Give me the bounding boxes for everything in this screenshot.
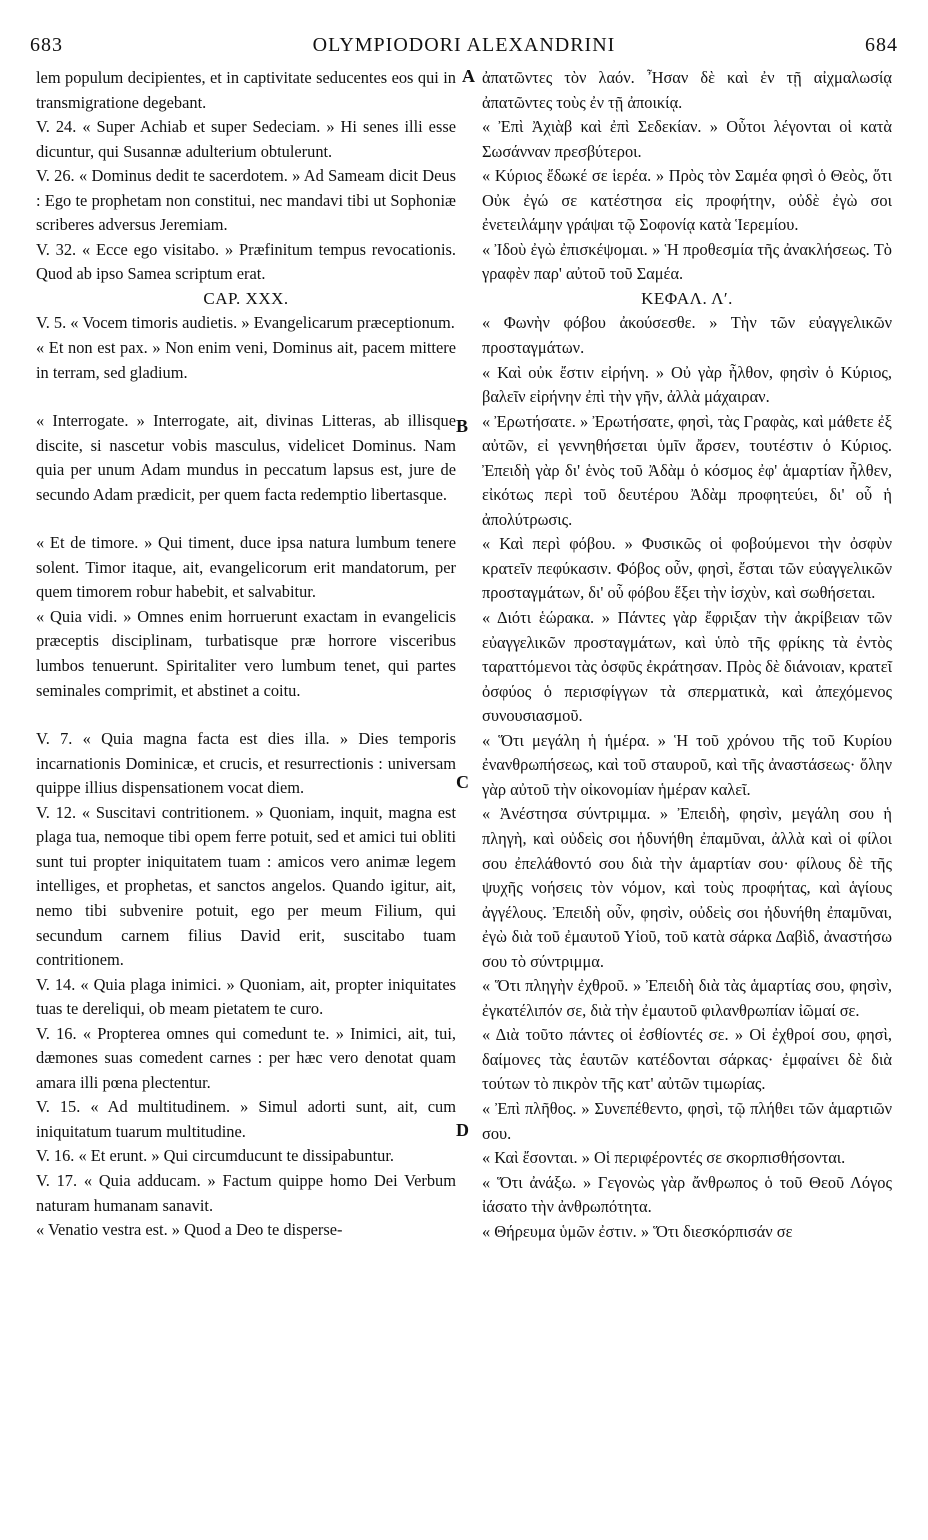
greek-paragraph: « Καὶ ἔσονται. » Οἱ περιφέροντές σε σκορπισθήσονται.: [482, 1148, 846, 1168]
latin-paragraph: V. 32. « Ecce ego visitabo. » Præfinitum tempus revocationis. Quod ab ipso Samea scriptum erat.: [36, 239, 456, 284]
latin-paragraph: V. 5. « Vocem timoris audietis. » Evangelicarum præceptionum.: [36, 313, 455, 333]
greek-paragraph: « Φωνὴν φόβου ἀκούσεσθε. » Τὴν τῶν εὐαγγελικῶν προσταγμάτων.: [482, 313, 892, 358]
greek-paragraph: « Διὰ τοῦτο πάντες οἱ ἐσθίοντές σε. » Οἱ ἐχθροί σου, φησὶ, δαίμονες τὰς ἑαυτῶν κατέδονται σάρκας· ἐμφαίνει δὲ διὰ τούτων τὸ πικρὸν τῆς κατ' αὐτῶν τιμωρίας.: [482, 1025, 892, 1094]
greek-paragraph: « Ὅτι πληγὴν ἐχθροῦ. » Ἐπειδὴ διὰ τὰς ἁμαρτίας σου, φησὶν, ἐγκατέλιπόν σε, διὰ τὴν ἐμαυτοῦ φιλανθρωπίαν ἰῶμαί σε.: [482, 976, 892, 1020]
left-page-number: 683: [30, 33, 63, 56]
latin-paragraph: « Et de timore. » Qui timent, duce ipsa natura lumbum tenere solent. Timor itaque, ait, evangelicorum erit mandatorum, per quem timorem robur habebit, et salvabitur.: [36, 533, 456, 602]
greek-paragraph: « Ἐπὶ πλῆθος. » Συνεπέθεντο, φησὶ, τῷ πλήθει τῶν ἁμαρτιῶν σου.: [482, 1098, 892, 1143]
latin-paragraph: V. 16. « Et erunt. » Qui circumducunt te dissipabuntur.: [36, 1146, 394, 1166]
latin-chapter-heading: CAP. XXX.: [203, 288, 289, 308]
greek-paragraph: « Ἐρωτήσατε. » Ἐρωτήσατε, φησὶ, τὰς Γραφὰς, καὶ μάθετε ἐξ αὐτῶν, εἰ γεννηθήσεται ὑμῖν ἄρσεν, τουτέστιν ὁ Κύριος. Ἐπειδὴ γὰρ δι' ἑνὸς τοῦ Ἀδὰμ ὁ κόσμος ἐφ' ἁμαρτίαν ἦλθεν, εἰκότως περὶ τοῦ δευτέρου Ἀδὰμ προφητεύει, δι' οὗ ἡ ἀπολύτρωσις.: [482, 411, 892, 529]
latin-paragraph: « Et non est pax. » Non enim veni, Dominus ait, pacem mittere in terram, sed gladium.: [36, 338, 456, 382]
greek-paragraph: « Κύριος ἔδωκέ σε ἱερέα. » Πρὸς τὸν Σαμέα φησὶ ὁ Θεὸς, ὅτι Οὐκ ἐγώ σε κατέστησα εἰς προφήτην, οὐδὲ ἐγὼ σοι ἐνετειλάμην γράψαι τῷ Σοφονίᾳ κατὰ Ἱερεμίου.: [482, 166, 892, 235]
margin-marker-b: B: [456, 416, 469, 436]
latin-paragraph: « Interrogate. » Interrogate, ait, divinas Litteras, ab illisque discite, si nascetur vobis masculus, videlicet Dominus. Nam quia per unum Adam mundus in peccatum lapsus est, jure de secundo Adam prædicit, per quem facta redemptio libertasque.: [36, 411, 456, 504]
latin-column: [36, 66, 456, 1243]
margin-marker-d: D: [456, 1120, 469, 1140]
margin-marker-a: A: [462, 66, 475, 86]
latin-paragraph: V. 12. « Suscitavi contritionem. » Quoniam, inquit, magna est plaga tua, nemoque tibi opem ferre potuit, sed et amici tui obliti sunt tui propter iniquitatem tuam : amicos vero animæ legem intelliges, et prophetas, et sanctos angelos. Quando igitur, ait, nemo tibi subvenire potuit, ego per meum Filium, qui secundum carnem filius David erit, suscitabo tuam contritionem.: [36, 802, 456, 970]
latin-paragraph: V. 15. « Ad multitudinem. » Simul adorti sunt, ait, cum iniquitatum tuarum multitudine.: [36, 1097, 456, 1141]
greek-column: [482, 66, 892, 1244]
latin-paragraph: V. 16. « Propterea omnes qui comedunt te. » Inimici, ait, tui, dæmones suas comedent carnes : per hæc vero denotat quam amara illi pœna plectentur.: [36, 1023, 456, 1092]
greek-paragraph: ἀπατῶντες τὸν λαόν. Ἦσαν δὲ καὶ ἐν τῇ αἰχμαλωσίᾳ ἀπατῶντες τοὺς ἐν τῇ ἀποικίᾳ.: [482, 68, 892, 112]
latin-paragraph: V. 7. « Quia magna facta est dies illa. » Dies temporis incarnationis Dominicæ, et crucis, et resurrectionis : universam quippe illius dispensationem vocat diem.: [36, 729, 456, 798]
spacer: [36, 385, 456, 409]
latin-paragraph: « Quia vidi. » Omnes enim horruerunt exactam in evangelicis præceptis disciplinam, turbatisque præ horrore visceribus lumbos tenuerunt. Spiritaliter vero lumbum tenet, qui partes seminales comprimit, et abstinet a coitu.: [36, 606, 456, 700]
latin-paragraph: V. 17. « Quia adducam. » Factum quippe homo Dei Verbum naturam humanam sanavit.: [36, 1170, 456, 1215]
running-title: OLYMPIODORI ALEXANDRINI: [312, 33, 616, 56]
margin-marker-c: C: [456, 772, 469, 792]
latin-paragraph: V. 14. « Quia plaga inimici. » Quoniam, ait, propter iniquitates tuas te dereliqui, ob meam pietatem te curo.: [36, 974, 456, 1019]
latin-paragraph: « Venatio vestra est. » Quod a Deo te disperse-: [36, 1220, 343, 1240]
latin-paragraph: V. 24. « Super Achiab et super Sedeciam. » Hi senes illi esse dicuntur, qui Susannæ adulterium obtulerunt.: [36, 117, 456, 161]
latin-paragraph: lem populum decipientes, et in captivitate seducentes eos qui in transmigratione degebant.: [36, 68, 456, 112]
spacer: [36, 703, 456, 727]
greek-paragraph: « Ὅτι ἀνάξω. » Γεγονὼς γὰρ ἄνθρωπος ὁ τοῦ Θεοῦ Λόγος ἰάσατο τὴν ἀνθρωπότητα.: [482, 1172, 892, 1217]
greek-paragraph: « Ὅτι μεγάλη ἡ ἡμέρα. » Ἡ τοῦ χρόνου τῆς τοῦ Κυρίου ἐνανθρωπήσεως, καὶ τοῦ σταυροῦ, καὶ τῆς ἀναστάσεως· ὅλην γὰρ αὐτοῦ τὴν οἰκονομίαν ἡμέραν καλεῖ.: [482, 730, 892, 799]
greek-paragraph: « Θήρευμα ὑμῶν ἐστιν. » Ὅτι διεσκόρπισάν σε: [482, 1221, 793, 1241]
greek-paragraph: « Καὶ οὐκ ἔστιν εἰρήνη. » Οὐ γὰρ ἦλθον, φησὶν ὁ Κύριος, βαλεῖν εἰρήνην ἐπὶ τὴν γῆν, ἀλλὰ μάχαιραν.: [482, 362, 892, 407]
greek-paragraph: « Ἀνέστησα σύντριμμα. » Ἐπειδὴ, φησὶν, μεγάλη σου ἡ πληγὴ, καὶ οὐδεὶς σοι ἠδυνήθη ἐπαμῦναι, ἀλλὰ καὶ οἱ φίλοι σου ἐπελάθοντό σου διὰ τὴν ἁμαρτίαν σου· φίλους δὲ τῆς ψυχῆς νοήσεις τὸν νόμον, καὶ τοὺς προφήτας, καὶ ἁγίους ἀγγέλους. Ἐπειδὴ οὖν, φησὶν, οὐδεὶς σοι ἠδυνήθη ἐπαμῦναι, ἐγὼ διὰ τοῦ ἐμαυτοῦ Υἱοῦ, τοῦ κατὰ σάρκα Δαβὶδ, ἀναστήσω σου τὸ σύντριμμα.: [482, 804, 892, 971]
spacer: [36, 507, 456, 531]
greek-paragraph: « Ἐπὶ Ἀχιὰβ καὶ ἐπὶ Σεδεκίαν. » Οὗτοι λέγονται οἱ κατὰ Σωσάνναν πρεσβύτεροι.: [482, 117, 892, 161]
greek-paragraph: « Καὶ περὶ φόβου. » Φυσικῶς οἱ φοβούμενοι τὴν ὀσφὺν κρατεῖν πεφύκασιν. Φόβος οὖν, φησὶ, ἔσται τῶν εὐαγγελικῶν προσταγμάτων, δι' οὗ φόβου ἕξει τὴν ἰσχὺν, καὶ σωθήσεται.: [482, 534, 892, 603]
page-header: [30, 30, 898, 60]
right-page-number: 684: [865, 33, 898, 56]
greek-chapter-heading: ΚΕΦΑΛ. Λʹ.: [641, 288, 733, 308]
greek-paragraph: « Ἰδοὺ ἐγὼ ἐπισκέψομαι. » Ἡ προθεσμία τῆς ἀνακλήσεως. Τὸ γραφὲν παρ' αὐτοῦ τοῦ Σαμέα.: [482, 239, 892, 284]
greek-paragraph: « Διότι ἑώρακα. » Πάντες γὰρ ἔφριξαν τὴν ἀκρίβειαν τῶν εὐαγγελικῶν προσταγμάτων, καὶ ὑπὸ τῆς φρίκης τὰ ἐντὸς ταραττόμενοι τὰς ὀσφῦς ἐκράτησαν. Πρὸς δὲ διάνοιαν, κρατεῖ ὀσφύος ὁ περισφίγγων τὰ σπερματικὰ, καὶ ἀπεχόμενος συνουσιασμοῦ.: [482, 608, 892, 726]
latin-paragraph: V. 26. « Dominus dedit te sacerdotem. » Ad Sameam dicit Deus : Ego te prophetam non constitui, nec mandavi tibi ut Sophoniæ scriberes adversus Jeremiam.: [36, 166, 456, 235]
